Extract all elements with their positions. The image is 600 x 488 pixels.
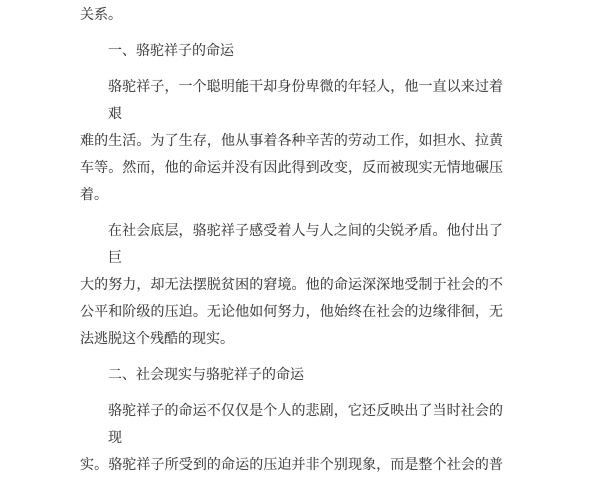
text-line: 大的努力，却无法摆脱贫困的窘境。他的命运深深地受制于社会的不: [80, 278, 503, 293]
heading-line: 二、社会现实与骆驼祥子的命运: [108, 368, 304, 383]
section-2-heading: [80, 362, 503, 389]
heading-line: 一、骆驼祥子的命运: [108, 44, 234, 59]
text-line: 在社会底层，骆驼祥子感受着人与人之间的尖锐矛盾。他付出了巨: [108, 224, 503, 266]
text-line: 实。骆驼祥子所受到的命运的压迫并非个别现象，而是整个社会的普: [80, 458, 503, 473]
section-1-paragraph-1: [80, 74, 503, 209]
section-1-heading: [80, 38, 503, 65]
section-2-paragraph-1: [80, 398, 503, 479]
text-line: 法逃脱这个残酷的现实。: [80, 332, 234, 347]
text-line: 骆驼祥子的命运不仅仅是个人的悲剧，它还反映出了当时社会的现: [108, 404, 503, 446]
text-line: 骆驼祥子，一个聪明能干却身份卑微的年轻人，他一直以来过着艰: [108, 80, 503, 122]
paragraph-continuation: [80, 2, 503, 29]
text-line: 车等。然而，他的命运并没有因此得到改变，反而被现实无情地碾压: [80, 161, 503, 176]
text-line: 关系。: [80, 8, 122, 23]
text-line: 公平和阶级的压迫。无论他如何努力，他始终在社会的边缘徘徊，无: [80, 305, 503, 320]
text-line: 难的生活。为了生存，他从事着各种辛苦的劳动工作，如担水、拉黄: [80, 134, 503, 149]
document-text: [80, 2, 503, 488]
text-line: 着。: [80, 188, 108, 203]
section-1-paragraph-2: [80, 218, 503, 353]
